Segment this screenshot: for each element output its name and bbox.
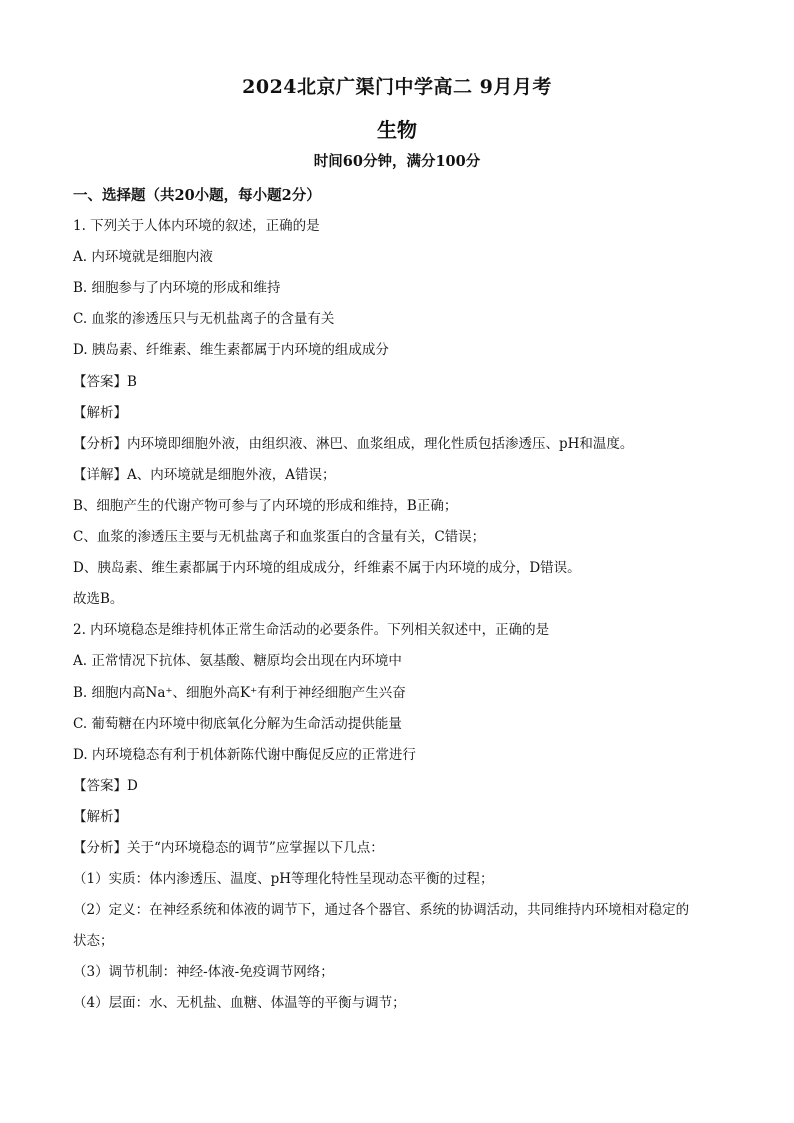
- question-1-option-c: C. 血浆的渗透压只与无机盐离子的含量有关: [73, 311, 335, 328]
- question-1-analysis-line: D、胰岛素、维生素都属于内环境的组成成分，纤维素不属于内环境的成分，D错误。: [73, 560, 581, 577]
- question-2-answer: 【答案】D: [73, 777, 138, 794]
- question-2-analysis-line: 【分析】关于“内环境稳态的调节”应掌握以下几点：: [73, 839, 384, 856]
- question-1-option-b: B. 细胞参与了内环境的形成和维持: [73, 280, 281, 297]
- question-1-analysis-line: 【分析】内环境即细胞外液，由组织液、淋巴、血浆组成，理化性质包括渗透压、pH和温度。: [73, 435, 634, 452]
- exam-meta: 时间60分钟，满分100分: [313, 153, 481, 170]
- question-1-analysis-line: C、血浆的渗透压主要与无机盐离子和血浆蛋白的含量有关，C错误；: [73, 529, 486, 546]
- question-2-option-d: D. 内环境稳态有利于机体新陈代谢中酶促反应的正常进行: [73, 746, 416, 763]
- exam-title: 2024北京广渠门中学高二 9月月考: [242, 76, 552, 98]
- question-2-option-c: C. 葡萄糖在内环境中彻底氧化分解为生命活动提供能量: [73, 715, 402, 732]
- question-2-option-a: A. 正常情况下抗体、氨基酸、糖原均会出现在内环境中: [73, 653, 402, 670]
- question-2-analysis-line: （3）调节机制：神经-体液-免疫调节网络；: [73, 964, 334, 981]
- question-2-analysis-line: （4）层面：水、无机盐、血糖、体温等的平衡与调节；: [73, 995, 406, 1012]
- question-2-analysis-line: 状态；: [73, 933, 114, 950]
- question-1-option-a: A. 内环境就是细胞内液: [73, 249, 213, 266]
- question-1-option-d: D. 胰岛素、纤维素、维生素都属于内环境的组成成分: [73, 342, 389, 359]
- question-2-analysis-line: （2）定义：在神经系统和体液的调节下，通过各个器官、系统的协调活动，共同维持内环境相对稳定的: [73, 902, 690, 919]
- question-2-analysis-line: （1）实质：体内渗透压、温度、pH等理化特性呈现动态平衡的过程；: [73, 871, 494, 888]
- question-1-stem: 1. 下列关于人体内环境的叙述，正确的是: [73, 218, 320, 235]
- question-2-stem: 2. 内环境稳态是维持机体正常生命活动的必要条件。下列相关叙述中，正确的是: [73, 622, 550, 639]
- document-body: [73, 180, 723, 1020]
- section-heading: 一、选择题（共20小题，每小题2分）: [73, 187, 321, 204]
- question-2-analysis-label: 【解析】: [73, 808, 127, 825]
- question-1-analysis-line: 故选B。: [73, 591, 124, 608]
- question-1-answer: 【答案】B: [73, 373, 137, 390]
- subject-title: 生物: [377, 118, 417, 142]
- question-1-analysis-line: 【详解】A、内环境就是细胞外液，A错误；: [73, 466, 336, 483]
- question-1-analysis-line: B、细胞产生的代谢产物可参与了内环境的形成和维持，B正确；: [73, 497, 458, 514]
- question-1-analysis-label: 【解析】: [73, 404, 127, 421]
- question-2-option-b: B. 细胞内高Na⁺、细胞外高K⁺有利于神经细胞产生兴奋: [73, 684, 406, 701]
